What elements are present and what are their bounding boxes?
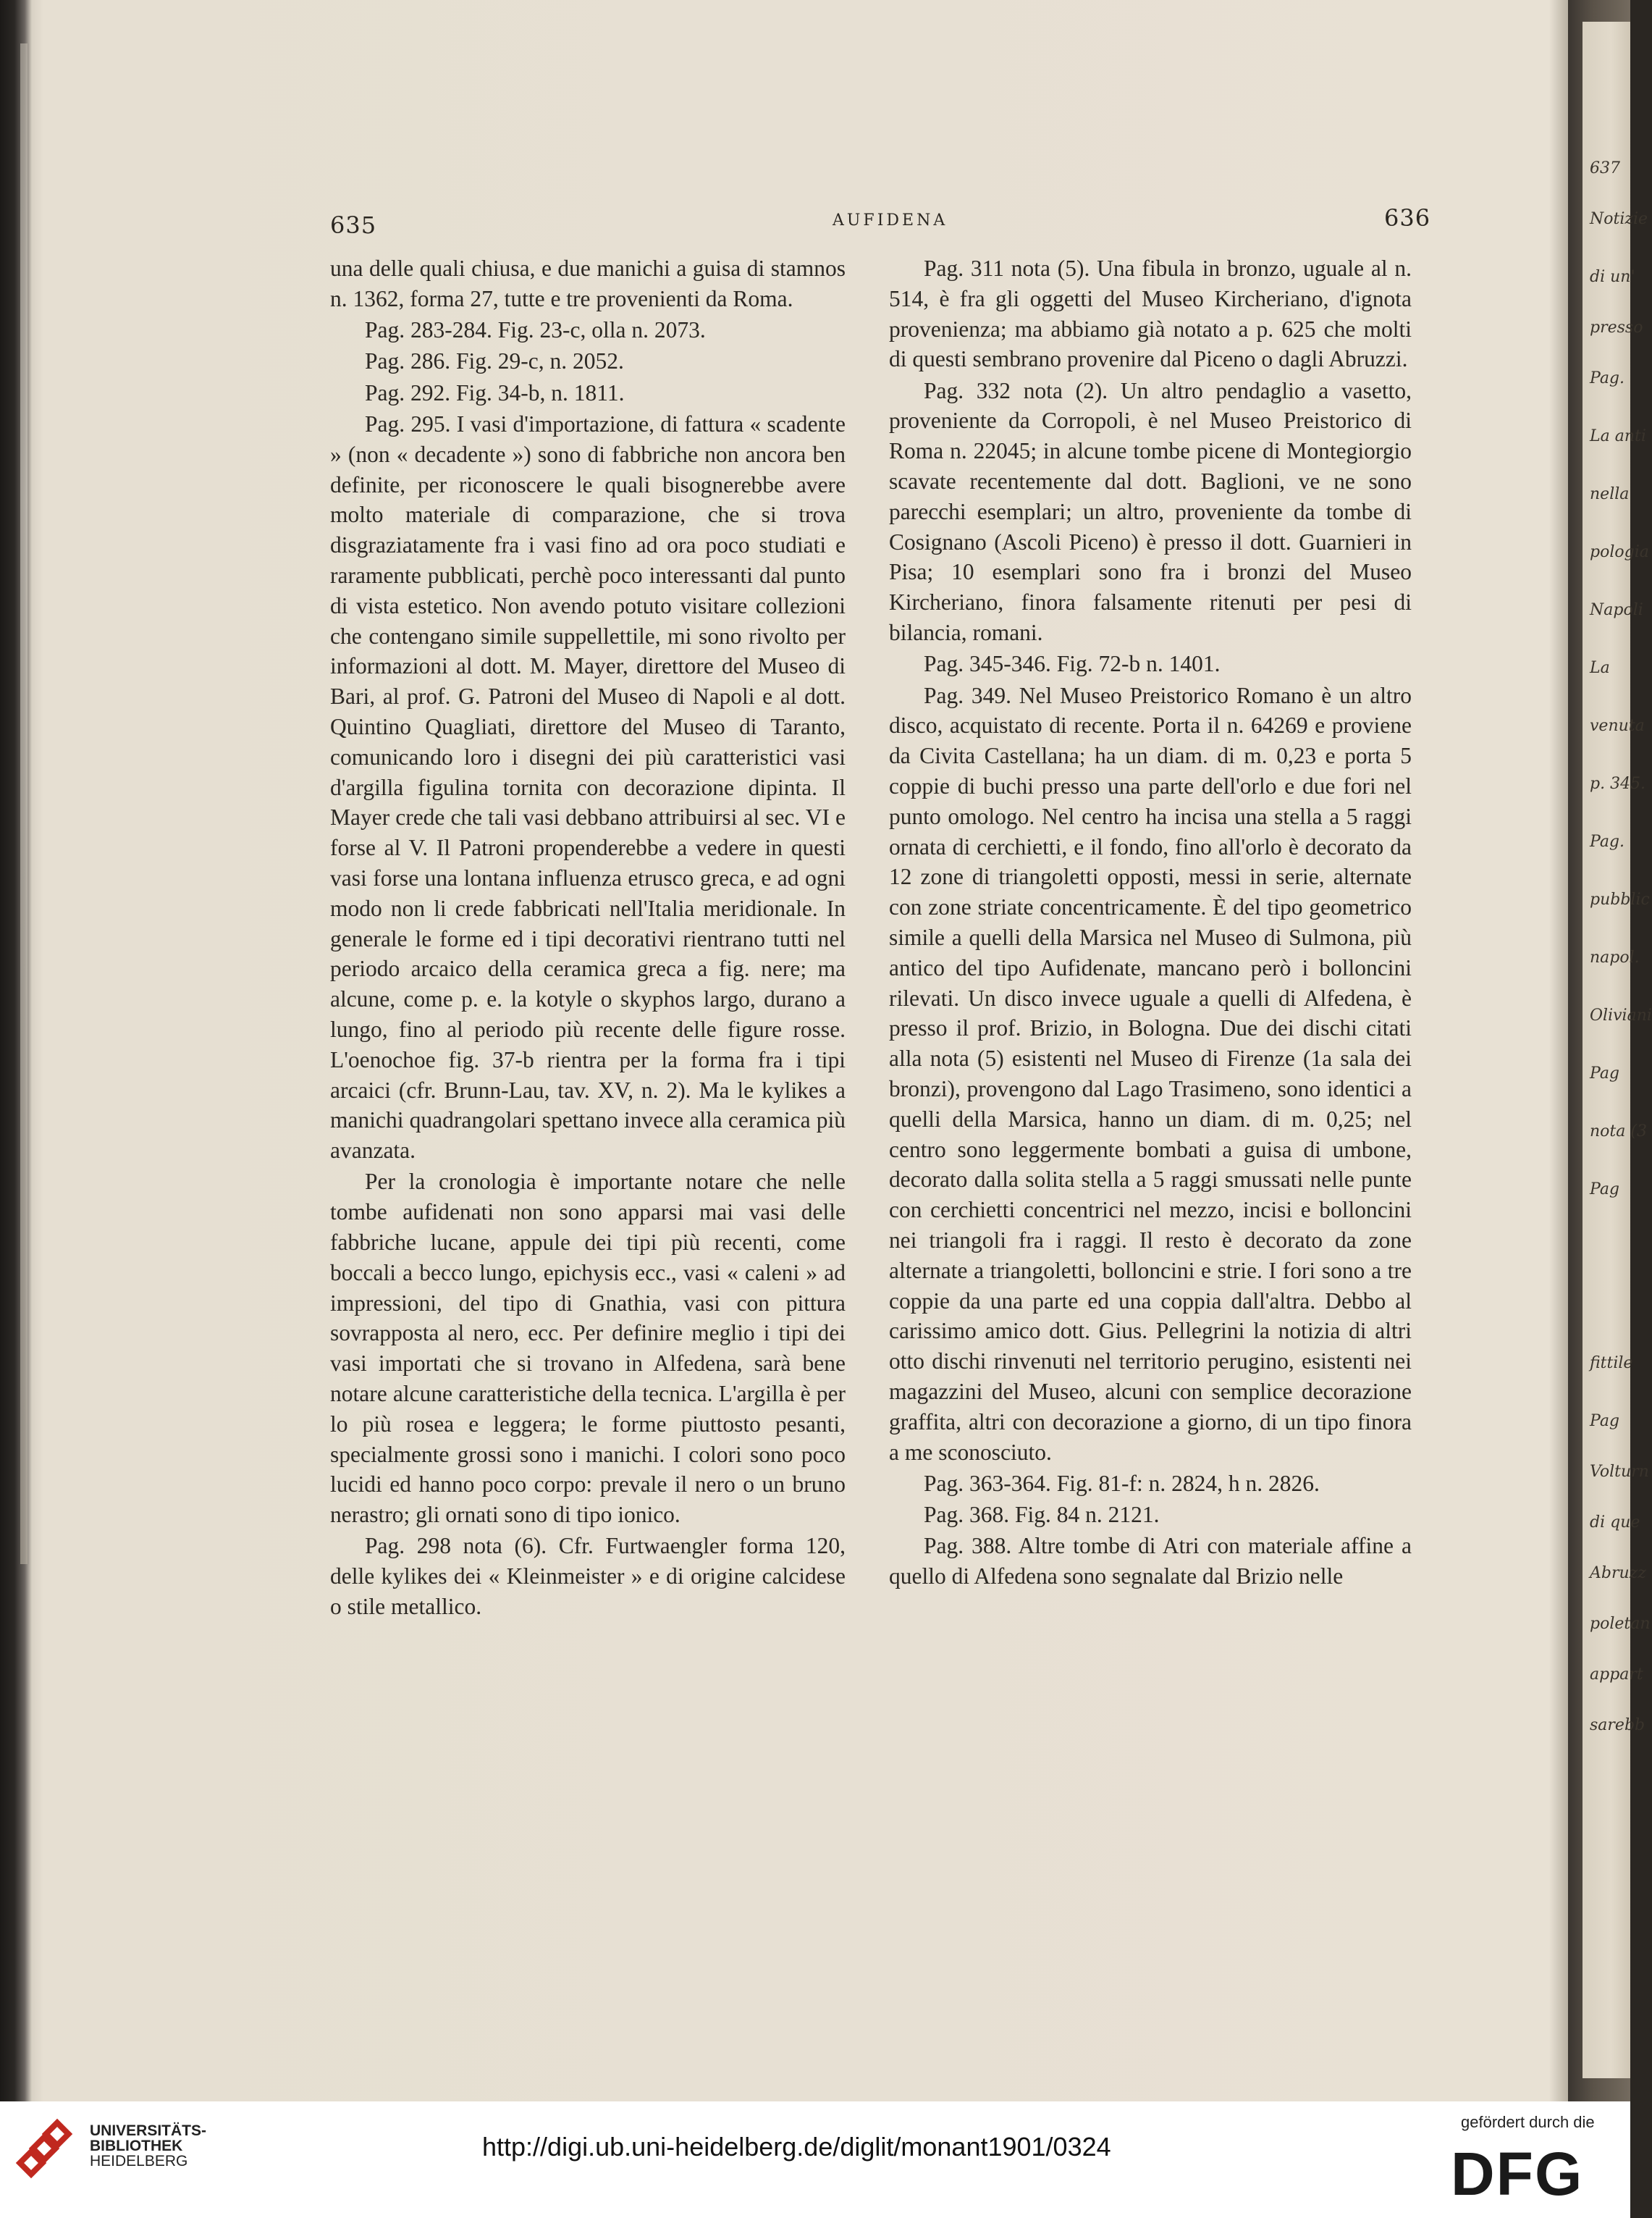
adjacent-page-fragment: di un' bbox=[1590, 268, 1635, 286]
paragraph: Pag. 292. Fig. 34-b, n. 1811. bbox=[365, 379, 625, 406]
adjacent-page-fragment: Pag bbox=[1590, 1064, 1620, 1083]
funded-by-label: gefördert durch die bbox=[1461, 2113, 1595, 2131]
adjacent-page-fragment: venuta bbox=[1590, 717, 1645, 735]
paragraph: Pag. 295. I vasi d'importazione, di fattura « scadente » (non « decadente ») sono di fabbriche non ancora ben definite, per riconoscere le quali bisognerebbe avere molto materiale di comparazione, che si trova disgraziatamente fra i vasi fino ad ora poco studiati e raramente pubblicati, perchè poco interessanti dal punto di vista estetico. Non avendo potuto visitare collezioni che contengano simile suppellettile, mi sono rivolto per informazioni al dott. M. Mayer, direttore del Museo di Bari, al prof. G. Patroni del Museo di Napoli e al dott. Quintino Quagliati, direttore del Museo di Taranto, comunicando loro i disegni dei più caratteristici vasi d'argilla figulina tornita con decorazione dipinta. Il Mayer crede che tali vasi debbano attribuirsi al sec. VI e forse al V. Il Patroni propenderebbe a vedere in questi vasi forse una lontana influenza etrusco greca, e ad ogni modo non li crede fabbricati nell'Italia meridionale. In generale le forme ed i tipi decorativi rientrano tutti nel periodo arcaico della ceramica greca a fig. nere; ma alcune, come p. e. la kotyle o skyphos largo, durano a lungo, fino al periodo più recente delle figure rosse. L'oenochoe fig. 37-b rientra per la forma fra i tipi arcaici (cfr. Brunn-Lau, tav. XV, n. 2). Ma le kylikes a manichi quadrangolari spettano invece alla ceramica più avanzata. bbox=[330, 411, 846, 1164]
adjacent-page-fragment: Oliviani bbox=[1590, 1007, 1652, 1025]
paragraph: Pag. 363-364. Fig. 81-f: n. 2824, h n. 2826. bbox=[924, 1470, 1320, 1496]
adjacent-page-fragment: Volturn bbox=[1590, 1463, 1649, 1481]
adjacent-page-fragment: Pag bbox=[1590, 1412, 1620, 1430]
adjacent-page-fragment: appart bbox=[1590, 1665, 1643, 1684]
paragraph: Pag. 298 nota (6). Cfr. Furtwaengler forma 120, delle kylikes dei « Kleinmeister » e di origine calcidese o stile metallico. bbox=[330, 1533, 846, 1620]
paragraph: Pag. 345-346. Fig. 72-b n. 1401. bbox=[924, 651, 1221, 677]
page-number-right: 636 bbox=[1384, 204, 1431, 232]
adjacent-page-fragment: nella bbox=[1590, 485, 1630, 503]
adjacent-page-fragment: p. 345. bbox=[1590, 775, 1646, 793]
paragraph: una delle quali chiusa, e due manichi a guisa di stamnos n. 1362, forma 27, tutte e tre provenienti da Roma. bbox=[330, 256, 846, 311]
adjacent-page-fragment: di que bbox=[1590, 1513, 1640, 1532]
adjacent-page-fragment: Napoli bbox=[1590, 601, 1643, 619]
paragraph: Pag. 332 nota (2). Un altro pendaglio a vasetto, proveniente da Corropoli, è nel Museo Preistorico di Roma n. 22045; in alcune tombe picene di Montegiorgio scavate recentemente dal dott. Baglioni, ve ne sono parecchi esemplari; un altro, proveniente da tombe di Cosignano (Ascoli Piceno) è presso il dott. Guarnieri in Pisa; 10 esemplari sono fra i bronzi del Museo Kircheriano, finora falsamente ritenuti per pesi di bilancia, romani. bbox=[889, 377, 1412, 646]
university-library-logo-icon bbox=[17, 2116, 77, 2181]
library-name-line: BIBLIOTHEK bbox=[90, 2138, 183, 2154]
library-name-line: UNIVERSITÄTS- bbox=[90, 2122, 207, 2139]
paragraph: Pag. 311 nota (5). Una fibula in bronzo, uguale al n. 514, è fra gli oggetti del Museo Kircheriano, d'ignota provenienza; ma abbiamo già notato a p. 625 che molti di questi sembrano provenire dal Piceno o dagli Abruzzi. bbox=[889, 256, 1412, 372]
adjacent-page-fragment: poletan bbox=[1590, 1615, 1651, 1633]
paragraph: Per la cronologia è importante notare che nelle tombe aufidenati non sono apparsi mai vasi delle fabbriche lucane, appule dei tipi più recenti, come boccali a becco lungo, epichysis ecc., vasi « caleni » ad impressioni, del tipo di Gnathia, vasi con pittura sovrapposta al nero, ecc. Per definire meglio i tipi dei vasi importati che si trovano in Alfedena, sarà bene notare alcune caratteristiche della tecnica. L'argilla è per lo più rosea e leggera; le forme piuttosto pesanti, specialmente grossi sono i manichi. I colori sono poco lucidi ed hanno poco corpo: prevale il nero o un bruno nerastro; gli ornati sono di tipo ionico. bbox=[330, 1169, 846, 1528]
running-title: AUFIDENA bbox=[833, 211, 948, 230]
adjacent-page-fragment: pologia bbox=[1590, 543, 1649, 561]
adjacent-page-fragment: napol. bbox=[1590, 949, 1640, 967]
adjacent-page-fragment: 637 bbox=[1590, 159, 1620, 177]
right-column bbox=[889, 253, 1412, 1593]
adjacent-page-fragment: Abruzz bbox=[1590, 1564, 1646, 1582]
adjacent-page-fragment: La bbox=[1590, 659, 1610, 677]
adjacent-page-fragment: Pag. bbox=[1590, 369, 1625, 387]
adjacent-page-fragment: Pag bbox=[1590, 1180, 1620, 1198]
paragraph: Pag. 388. Altre tombe di Atri con materiale affine a quello di Alfedena sono segnalate dal Brizio nelle bbox=[889, 1533, 1412, 1589]
dfg-logo: DFG bbox=[1451, 2140, 1584, 2208]
adjacent-page-fragment: nota (3 bbox=[1590, 1122, 1647, 1140]
spine-edge bbox=[20, 43, 28, 1564]
paragraph: Pag. 286. Fig. 29-c, n. 2052. bbox=[365, 348, 624, 374]
permalink-url[interactable]: http://digi.ub.uni-heidelberg.de/diglit/monant1901/0324 bbox=[482, 2132, 1111, 2162]
paragraph: Pag. 349. Nel Museo Preistorico Romano è un altro disco, acquistato di recente. Porta il n. 64269 e proviene da Civita Castellana; ha un diam. di m. 0,23 e porta 5 coppie di buchi presso una parte dell'orlo e due fori nel punto omologo. Nel centro ha incisa una stella a 5 raggi ornata di cerchietti, e il fondo, fino all'orlo è decorato da 12 zone di triangoletti opposti, messi in serie, alternate con zone striate concentricamente. È del tipo geometrico simile a quelli della Marsica nel Museo di Sulmona, più antico del tipo Aufidenate, mancano però i bolloncini rilevati. Un disco invece uguale a quelli di Alfedena, è presso il prof. Brizio, in Bologna. Due dei dischi citati alla nota (5) esistenti nel Museo di Firenze (1a sala dei bronzi), provengono dal Lago Trasimeno, sono identici a quelli della Marsica, hanno un diam. di m. 0,25; nel centro sono leggermente bombati a guisa di umbone, decorato dalla solita stella a 5 raggi smussati nelle punte con cerchietti concentrici nel mezzo, incisi e bolloncini nei triangoli fra i raggi. Il resto è decorato da zone alternate a triangoletti, bolloncini e strie. I fori sono a tre coppie da una parte ed una coppia dall'altra. Debbo al carissimo amico dott. Gius. Pellegrini la notizia di altri otto dischi rinvenuti nel territorio perugino, esistenti nei magazzini del Museo, alcuni con semplice decorazione graffita, altri con decorazione a giorno, di un tipo finora a me sconosciuto. bbox=[889, 682, 1412, 1465]
paragraph: Pag. 283-284. Fig. 23-c, olla n. 2073. bbox=[365, 317, 706, 343]
adjacent-page-fragment: pubblic bbox=[1590, 891, 1650, 909]
adjacent-page-fragment: Notizie bbox=[1590, 210, 1648, 228]
page-number-left: 635 bbox=[330, 211, 377, 239]
adjacent-page-fragment: sarebb bbox=[1590, 1716, 1645, 1734]
library-name bbox=[90, 2123, 206, 2169]
adjacent-page-edge bbox=[1583, 22, 1652, 2078]
adjacent-page-fragment: fittile bbox=[1590, 1354, 1633, 1372]
adjacent-page-fragment: Pag. bbox=[1590, 833, 1625, 851]
adjacent-page-fragment: La anti bbox=[1590, 427, 1646, 445]
left-column bbox=[330, 253, 846, 1623]
paragraph: Pag. 368. Fig. 84 n. 2121. bbox=[924, 1502, 1160, 1528]
library-name-line: HEIDELBERG bbox=[90, 2153, 188, 2169]
adjacent-page-fragment: presso bbox=[1590, 319, 1643, 337]
